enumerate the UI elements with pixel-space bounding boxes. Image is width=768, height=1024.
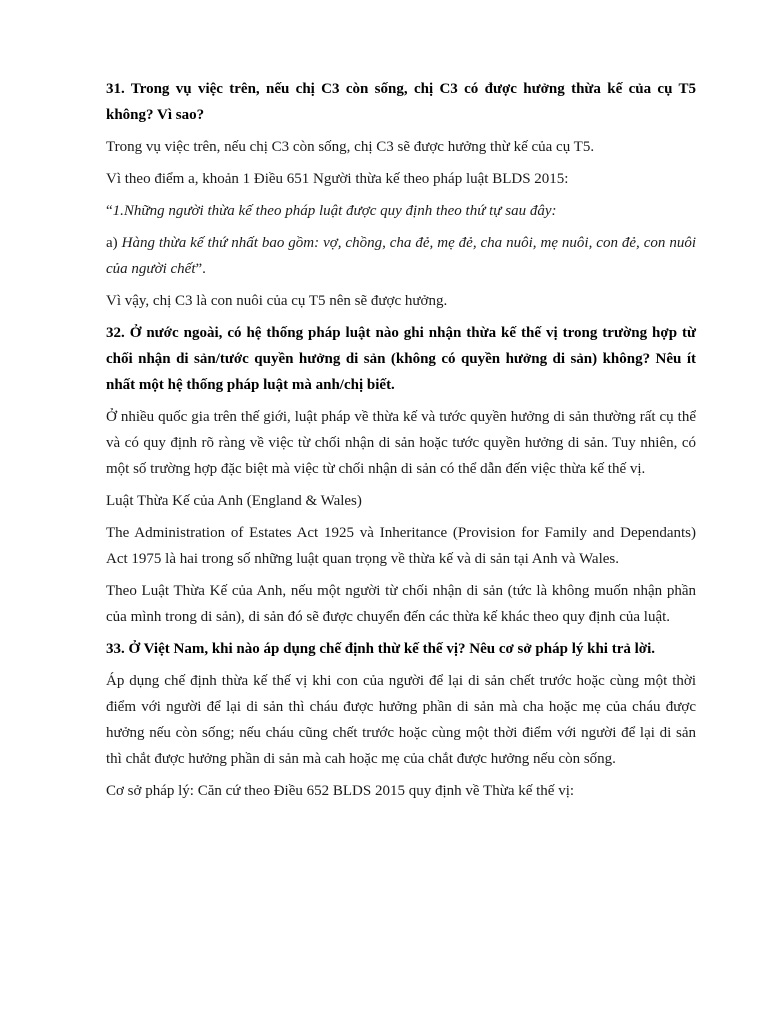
q32-paragraph-2: Luật Thừa Kế của Anh (England & Wales) [106, 493, 362, 509]
q31-quote-text-a: Hàng thừa kế thứ nhất bao gồm: vợ, chồng, cha đẻ, mẹ đẻ, cha nuôi, mẹ nuôi, con đẻ, con nuôi của người chết [106, 235, 697, 277]
quote-a-prefix: a) [106, 235, 122, 251]
question-32-heading: 32. Ở nước ngoài, có hệ thống pháp luật nào ghi nhận thừa kế thế vị trong trường hợp từ chối nhận di sản/tước quyền hưởng di sản (không có quyền hưởng di sản) không? Nêu ít nhất một hệ thống pháp luật mà anh/chị biết. [106, 325, 696, 393]
q33-paragraph-1: Áp dụng chế định thừa kế thế vị khi con của người để lại di sản chết trước hoặc cùng một thời điểm với người để lại di sản thì cháu được hưởng phần di sản mà cha hoặc mẹ của cháu được hưởng nếu còn sống; nếu cháu cũng chết trước hoặc cùng một thời điểm với người để lại di sản thì chắt được hưởng phần di sản mà cah hoặc mẹ của chắt được hưởng nếu còn sống. [106, 673, 696, 767]
q31-legal-basis: Vì theo điểm a, khoản 1 Điều 651 Người thừa kế theo pháp luật BLDS 2015: [106, 171, 569, 187]
q31-conclusion: Vì vậy, chị C3 là con nuôi của cụ T5 nên sẽ được hưởng. [106, 293, 448, 309]
q31-quote-line-1 [106, 198, 696, 224]
q31-quote-text-1: 1.Những người thừa kế theo pháp luật được quy định theo thứ tự sau đây: [112, 203, 557, 219]
question-31-heading: 31. Trong vụ việc trên, nếu chị C3 còn sống, chị C3 có được hưởng thừa kế của cụ T5 không? Vì sao? [106, 81, 696, 123]
q33-legal-basis: Cơ sở pháp lý: Căn cứ theo Điều 652 BLDS 2015 quy định về Thừa kế thế vị: [106, 783, 575, 799]
quote-open-mark: “ [106, 203, 113, 219]
document-page [106, 76, 696, 810]
q31-quote-line-a [106, 230, 696, 282]
q32-paragraph-4: Theo Luật Thừa Kế của Anh, nếu một người từ chối nhận di sản (tức là không muốn nhận phần của mình trong di sản), di sản đó sẽ được chuyển đến các thừa kế khác theo quy định của luật. [106, 583, 696, 625]
q32-paragraph-3: The Administration of Estates Act 1925 và Inheritance (Provision for Family and Dependants) Act 1975 là hai trong số những luật quan trọng về thừa kế và di sản tại Anh và Wales. [106, 525, 696, 567]
question-33-heading: 33. Ở Việt Nam, khi nào áp dụng chế định thừ kế thế vị? Nêu cơ sở pháp lý khi trả lời. [106, 641, 656, 657]
quote-close-mark: ”. [195, 261, 206, 277]
q32-paragraph-1: Ở nhiều quốc gia trên thế giới, luật pháp về thừa kế và tước quyền hưởng di sản thường rất cụ thể và có quy định rõ ràng về việc từ chối nhận di sản hoặc tước quyền hưởng di sản. Tuy nhiên, có một số trường hợp đặc biệt mà việc từ chối nhận di sản có thể dẫn đến việc thừa kế thế vị. [106, 409, 696, 477]
q31-answer: Trong vụ việc trên, nếu chị C3 còn sống, chị C3 sẽ được hưởng thừ kế của cụ T5. [106, 139, 595, 155]
